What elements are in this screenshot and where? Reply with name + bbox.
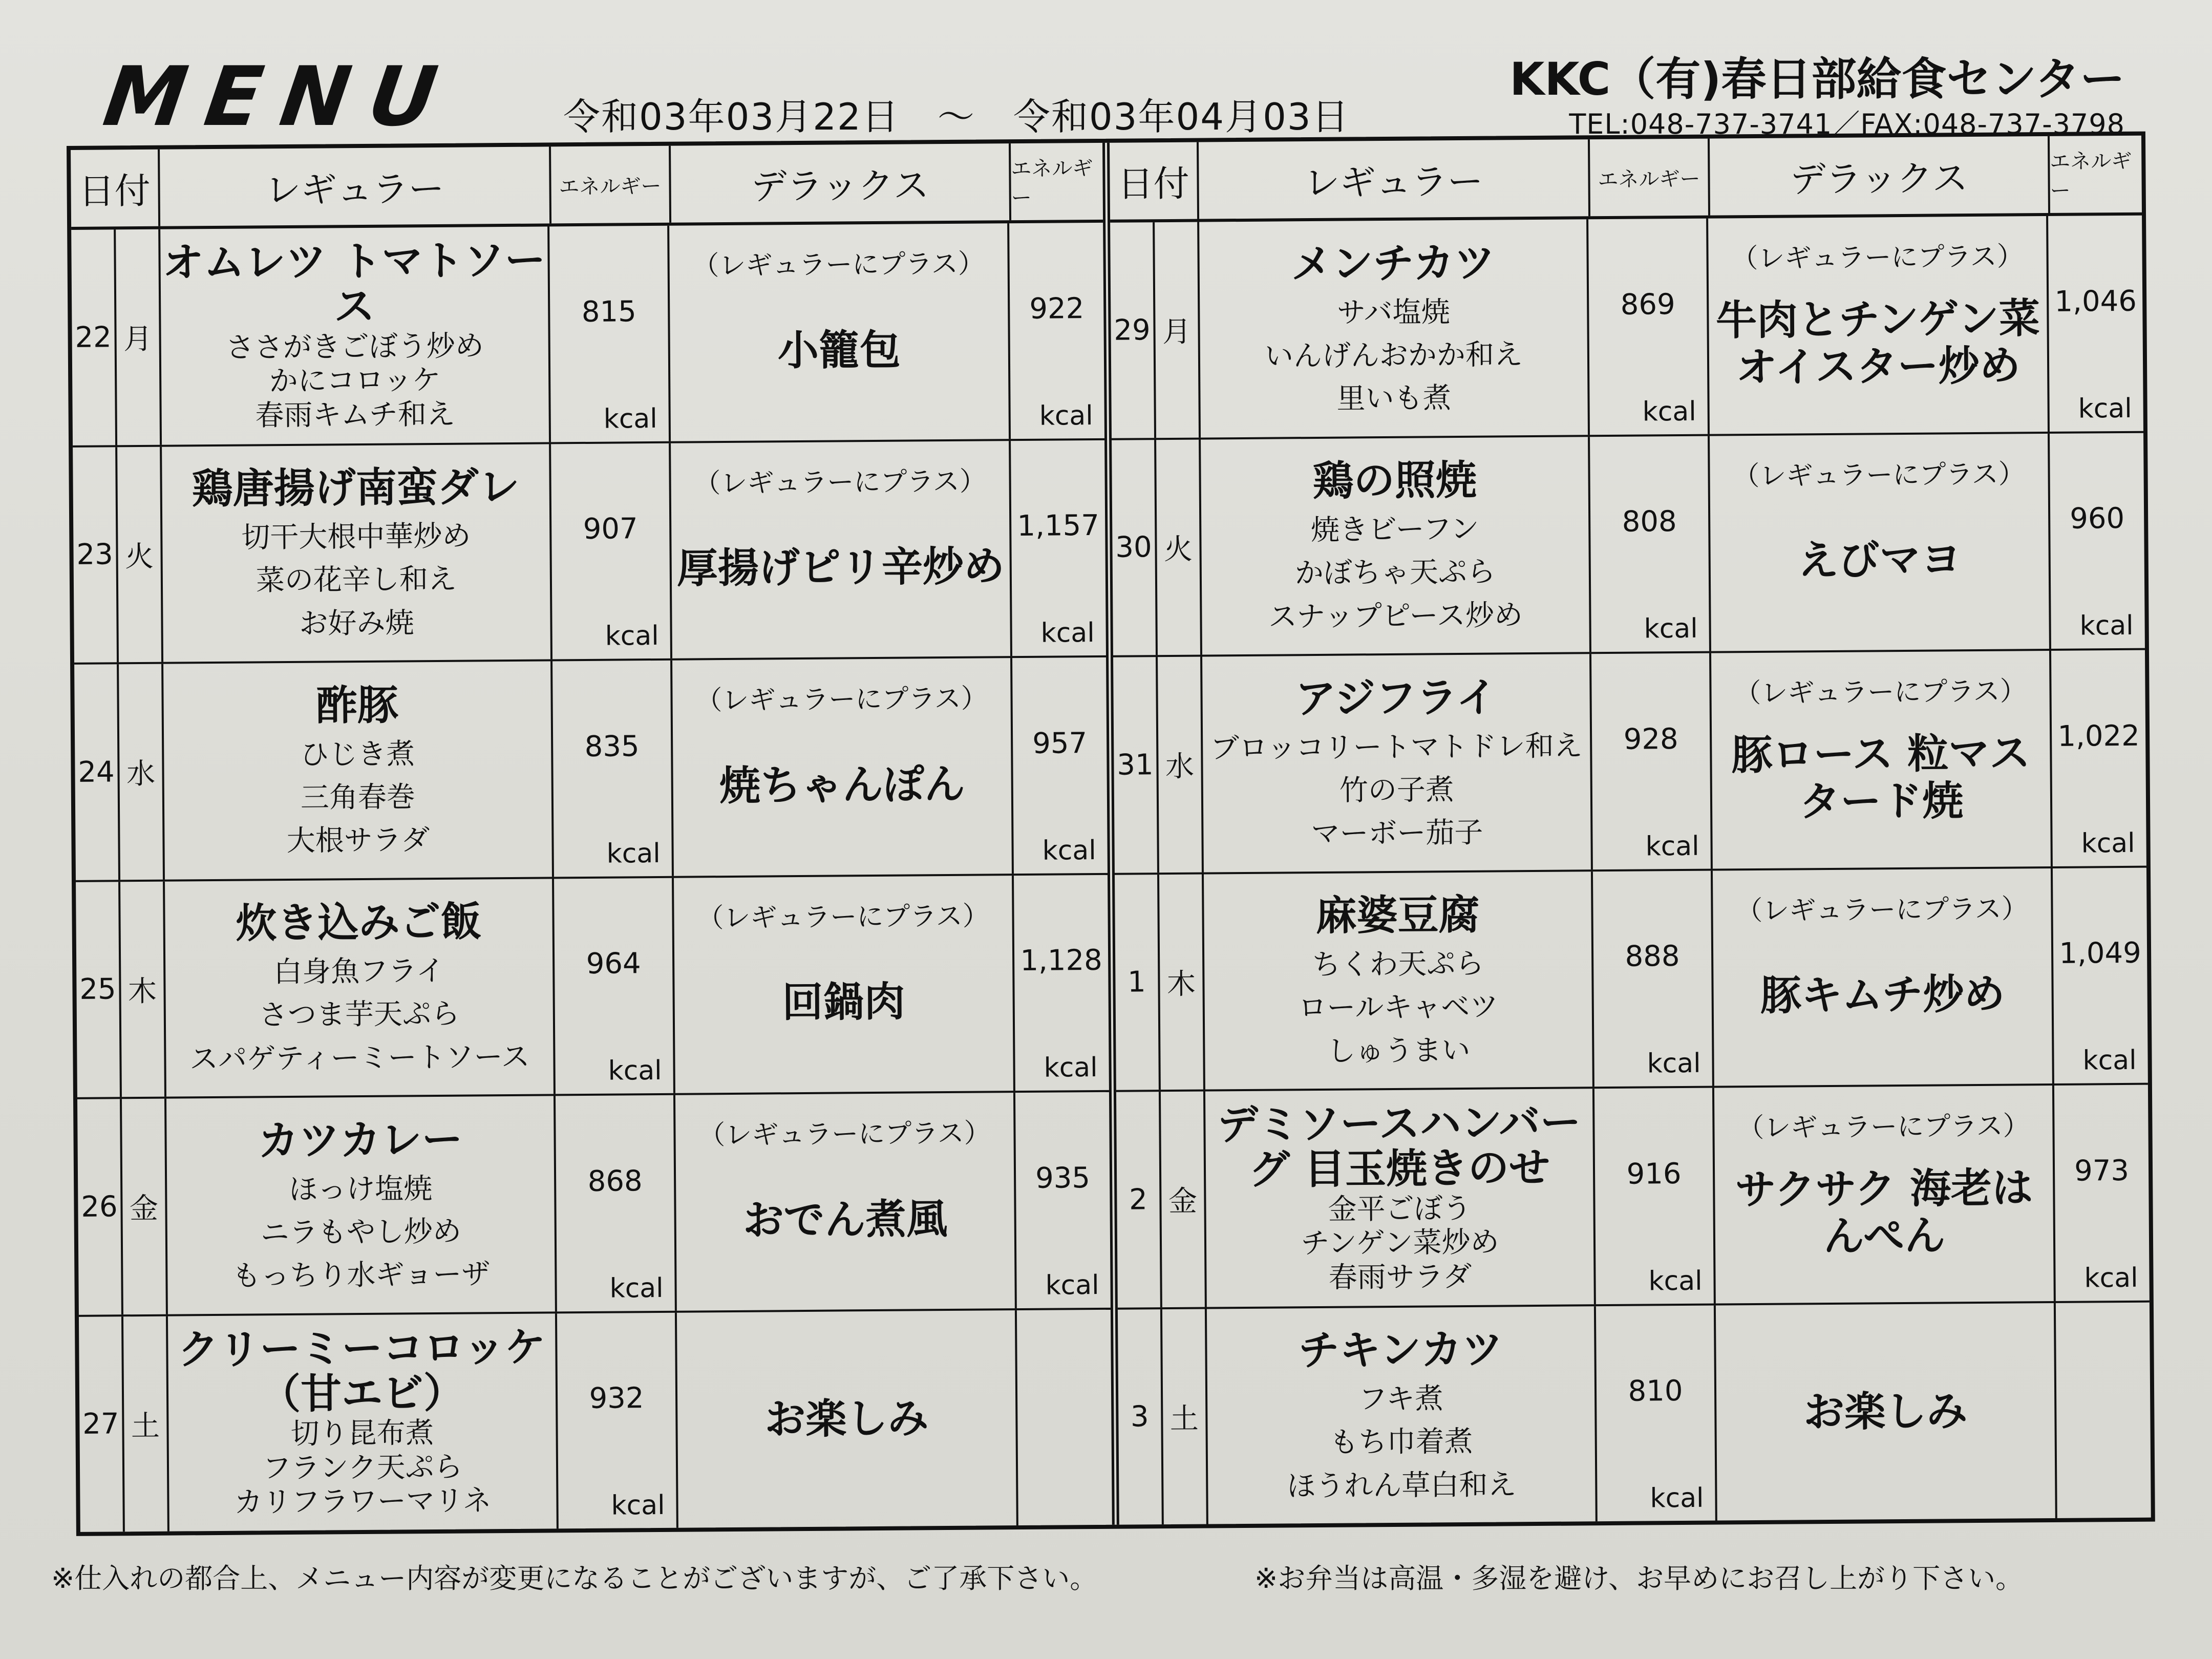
regular-cell [168, 1313, 559, 1532]
date-cell [76, 881, 166, 1097]
kcal-unit: kcal [1042, 835, 1096, 866]
side-dish: スパゲティーミートソース [189, 1040, 530, 1076]
side-dish: カリフラワーマリネ [233, 1484, 492, 1520]
kcal-unit: kcal [2079, 610, 2134, 642]
deluxe-dish: 豚ロース 粒マスタード焼 [1731, 729, 2031, 826]
side-dish: ほうれん草白和え [1287, 1468, 1517, 1503]
deluxe-dish: えびマヨ [1797, 536, 1962, 585]
kcal-unit: kcal [1040, 618, 1095, 649]
day-number: 26 [77, 1099, 123, 1314]
side-dish: かにコロッケ [269, 364, 441, 398]
deluxe-energy-cell [2053, 867, 2148, 1083]
deluxe-cell [675, 1093, 1017, 1310]
regular-energy-cell [1590, 436, 1711, 652]
side-dish: サバ塩焼 [1336, 295, 1450, 330]
regular-cell [1204, 871, 1594, 1090]
main-dish: デミソースハンバーグ 目玉焼きのせ [1217, 1098, 1581, 1194]
kcal-unit: kcal [1045, 1269, 1099, 1301]
deluxe-energy-cell [1014, 875, 1109, 1091]
day-row [1113, 650, 2146, 875]
side-dish: もっちり水ギョーザ [232, 1258, 491, 1293]
side-dish: かぼちゃ天ぷら [1294, 556, 1496, 590]
company-name: KKC（有)春日部給食センター [1509, 53, 2125, 105]
side-dish: しゅうまい [1327, 1033, 1471, 1068]
side-dish: マーボー茄子 [1311, 816, 1483, 851]
deluxe-kcal-value: 935 [1035, 1161, 1091, 1195]
side-dish: ほっけ塩焼 [289, 1172, 433, 1206]
side-dish: さつま芋天ぷら [259, 997, 460, 1032]
header-date: 日付 [1110, 142, 1199, 220]
deluxe-kcal-value: 1,128 [1020, 943, 1103, 978]
header-regular: レギュラー [160, 146, 551, 226]
regular-cell [162, 444, 552, 662]
deluxe-kcal-value: 1,022 [2057, 719, 2140, 753]
regular-kcal-value: 928 [1623, 722, 1678, 756]
side-dish: 春雨サラダ [1328, 1260, 1472, 1294]
date-cell [1118, 1309, 1208, 1525]
date-cell [1112, 439, 1202, 655]
note-storage: ※お弁当は高温・多湿を避け、お早めにお召し上がり下さい。 [1254, 1562, 2024, 1594]
weekday: 水 [1165, 750, 1195, 784]
deluxe-dish: 豚キムチ炒め [1760, 970, 2005, 1020]
day-row [1112, 433, 2145, 657]
deluxe-dish: 厚揚げピリ辛炒め [676, 542, 1005, 592]
header-energy: エネルギー [1590, 139, 1710, 217]
day-number: 25 [76, 882, 122, 1097]
week-1 [71, 143, 1119, 1532]
day-number: 30 [1112, 440, 1158, 655]
day-number: 24 [74, 664, 120, 880]
day-row [1116, 1085, 2150, 1310]
main-dish: 鶏の照焼 [1312, 456, 1477, 505]
menu-logo: MENU [98, 49, 462, 144]
regular-energy-cell [1594, 1088, 1716, 1304]
weekday: 木 [127, 974, 157, 1008]
deluxe-cell [671, 441, 1012, 658]
weekday: 土 [1169, 1402, 1199, 1436]
day-row [77, 1092, 1111, 1317]
header-deluxe-energy: エネルギー [1011, 157, 1093, 210]
main-dish: オムレツ トマトソース [162, 236, 546, 331]
regular-kcal-value: 888 [1625, 940, 1680, 973]
side-dish: フキ煮 [1358, 1382, 1444, 1416]
main-dish: チキンカツ [1298, 1325, 1503, 1375]
week-2 [1110, 136, 2151, 1525]
deluxe-kcal-value: 1,157 [1017, 508, 1100, 543]
deluxe-plus-note: （レギュラーにプラス） [692, 248, 985, 282]
deluxe-dish: 牛肉とチンゲン菜 オイスター炒め [1715, 294, 2040, 391]
main-dish: メンチカツ [1291, 239, 1496, 288]
regular-kcal-value: 808 [1622, 505, 1677, 539]
deluxe-cell [669, 223, 1011, 441]
kcal-unit: kcal [611, 1490, 665, 1521]
side-dish: フランク天ぷら [262, 1450, 463, 1485]
regular-cell [163, 661, 554, 879]
regular-kcal-value: 835 [584, 729, 640, 763]
side-dish: ブロッコリートマトドレ和え [1210, 729, 1583, 765]
deluxe-dish: 小籠包 [777, 326, 901, 375]
weekday: 金 [129, 1192, 159, 1226]
regular-cell [1202, 654, 1593, 872]
weekday: 月 [1162, 315, 1192, 349]
date-cell [71, 229, 162, 445]
date-cell [73, 446, 163, 663]
note-supply: ※仕入れの都合上、メニュー内容が変更になることがございますが、ご了承下さい。 [51, 1562, 1098, 1594]
deluxe-kcal-value: 957 [1032, 726, 1088, 760]
deluxe-dish: 回鍋肉 [782, 977, 906, 1027]
deluxe-energy-cell [1011, 440, 1106, 656]
regular-energy-cell [552, 661, 674, 877]
kcal-unit: kcal [1644, 613, 1698, 645]
deluxe-cell [1711, 651, 2053, 868]
deluxe-kcal-value: 1,049 [2059, 936, 2141, 970]
day-number: 27 [79, 1316, 125, 1532]
deluxe-plus-note: （レギュラーにプラス） [695, 683, 988, 716]
side-dish: 焼きビーフン [1310, 512, 1479, 547]
deluxe-cell [677, 1310, 1018, 1528]
regular-kcal-value: 868 [587, 1164, 643, 1198]
kcal-unit: kcal [1645, 831, 1699, 862]
day-number: 1 [1115, 875, 1161, 1090]
regular-cell [1207, 1306, 1598, 1524]
side-dish: もち巾着煮 [1329, 1425, 1473, 1460]
regular-kcal-value: 815 [581, 294, 636, 329]
deluxe-kcal-value: 960 [2069, 502, 2125, 536]
deluxe-plus-note: （レギュラーにプラス） [1734, 676, 2027, 709]
deluxe-energy-cell [2054, 1085, 2150, 1301]
weekday: 金 [1168, 1184, 1198, 1219]
kcal-unit: kcal [2081, 827, 2135, 859]
weekday: 土 [131, 1409, 160, 1443]
kcal-unit: kcal [1650, 1482, 1704, 1514]
regular-kcal-value: 964 [586, 947, 641, 981]
day-number: 2 [1116, 1092, 1162, 1307]
date-cell [1110, 222, 1201, 438]
weekday: 月 [123, 323, 153, 356]
regular-energy-cell [554, 878, 675, 1094]
side-dish: 菜の花辛し和え [256, 563, 457, 598]
main-dish: 鶏唐揚げ南蛮ダレ [192, 463, 520, 513]
deluxe-kcal-value: 973 [2074, 1154, 2130, 1188]
deluxe-dish: 焼ちゃんぽん [719, 760, 966, 810]
deluxe-energy-cell [2048, 216, 2143, 432]
table-header [1110, 136, 2142, 223]
deluxe-energy-cell [2051, 650, 2146, 866]
kcal-unit: kcal [603, 403, 657, 435]
regular-energy-cell [1588, 219, 1710, 435]
day-row [1110, 216, 2143, 440]
side-dish: いんげんおかか和え [1264, 338, 1523, 373]
table-header [71, 143, 1103, 230]
kcal-unit: kcal [609, 1272, 664, 1304]
menu-table [67, 132, 2155, 1536]
kcal-unit: kcal [1039, 400, 1093, 432]
day-row [1115, 867, 2148, 1092]
side-dish: 里いも煮 [1336, 381, 1452, 416]
day-number: 23 [73, 447, 119, 663]
deluxe-plus-note: （レギュラーにプラス） [1733, 458, 2025, 492]
header-deluxe: デラックス [1710, 136, 2050, 216]
side-dish: 竹の子煮 [1339, 773, 1455, 807]
regular-kcal-value: 869 [1620, 287, 1675, 322]
deluxe-energy-cell [2056, 1302, 2151, 1518]
main-dish: 麻婆豆腐 [1315, 891, 1480, 940]
weekday: 火 [1163, 533, 1193, 566]
header-regular: レギュラー [1199, 139, 1590, 219]
date-cell [79, 1316, 169, 1532]
regular-cell [165, 879, 556, 1097]
side-dish: ちくわ天ぷら [1312, 947, 1484, 982]
deluxe-energy-cell [1012, 657, 1108, 874]
regular-kcal-value: 810 [1628, 1374, 1683, 1408]
deluxe-plus-note: （レギュラーにプラス） [1737, 1111, 2030, 1144]
regular-energy-cell [1593, 870, 1714, 1087]
regular-energy-cell [551, 443, 672, 659]
deluxe-plus-note: （レギュラーにプラス） [698, 1118, 991, 1151]
regular-kcal-value: 907 [583, 512, 638, 546]
deluxe-cell [672, 658, 1014, 876]
deluxe-plus-note: （レギュラーにプラス） [694, 465, 987, 499]
company-contact: TEL:048-737-3741／FAX:048-737-3798 [1569, 108, 2125, 140]
weekday: 水 [126, 757, 156, 791]
kcal-unit: kcal [1647, 1048, 1701, 1079]
deluxe-dish: サクサク 海老はんぺん [1735, 1163, 2033, 1260]
kcal-unit: kcal [2078, 393, 2132, 424]
main-dish: 酢豚 [316, 681, 398, 730]
regular-kcal-value: 916 [1626, 1157, 1682, 1191]
day-row [73, 440, 1106, 665]
day-number: 29 [1110, 222, 1156, 438]
regular-kcal-value: 932 [589, 1381, 644, 1415]
main-dish: アジフライ [1295, 673, 1498, 723]
kcal-unit: kcal [608, 1055, 662, 1087]
day-number: 3 [1118, 1309, 1164, 1525]
deluxe-cell [1714, 1086, 2056, 1303]
day-row [71, 223, 1104, 448]
deluxe-plus-note: （レギュラーにプラス） [697, 900, 989, 933]
main-dish: クリーミーコロッケ（甘エビ） [177, 1323, 546, 1418]
kcal-unit: kcal [1044, 1052, 1098, 1083]
day-number: 31 [1113, 657, 1159, 873]
kcal-unit: kcal [2082, 1045, 2137, 1076]
deluxe-cell [1708, 216, 2050, 434]
side-dish: お好み焼 [299, 606, 414, 641]
side-dish: 春雨キムチ和え [255, 397, 456, 433]
day-row [1118, 1302, 2151, 1525]
weekday: 木 [1166, 967, 1196, 1001]
regular-cell [1205, 1089, 1596, 1307]
side-dish: ニラもやし炒め [260, 1215, 462, 1250]
kcal-unit: kcal [2084, 1262, 2138, 1294]
side-dish: 白身魚フライ [273, 954, 445, 989]
kcal-unit: kcal [605, 620, 659, 652]
regular-cell [1201, 437, 1591, 655]
regular-energy-cell [556, 1095, 677, 1311]
deluxe-dish: お楽しみ [764, 1394, 929, 1443]
date-cell [1116, 1092, 1207, 1308]
date-cell [77, 1099, 168, 1315]
kcal-unit: kcal [1642, 396, 1696, 428]
deluxe-energy-cell [1009, 223, 1104, 439]
side-dish: 切干大根中華炒め [241, 519, 471, 555]
date-cell [1113, 657, 1204, 873]
side-dish: 切り昆布煮 [290, 1416, 434, 1451]
date-cell [74, 664, 165, 880]
header-deluxe-energy: エネルギー [2050, 149, 2132, 203]
regular-energy-cell [1591, 653, 1713, 869]
date-cell [1115, 874, 1205, 1090]
side-dish: ロールキャベツ [1298, 990, 1499, 1025]
regular-energy-cell [549, 226, 671, 442]
weekday: 火 [124, 540, 154, 573]
deluxe-energy-cell [2050, 433, 2145, 649]
regular-energy-cell [557, 1312, 678, 1528]
side-dish: ささがきごぼう炒め [225, 329, 484, 365]
deluxe-dish: おでん煮風 [742, 1195, 948, 1244]
deluxe-cell [674, 876, 1015, 1093]
main-dish: カツカレー [258, 1115, 463, 1165]
deluxe-energy-cell [1015, 1092, 1111, 1308]
deluxe-cell [1710, 433, 2051, 651]
deluxe-cell [1716, 1303, 2057, 1520]
header-deluxe: デラックス [671, 143, 1011, 223]
deluxe-plus-note: （レギュラーにプラス） [1736, 893, 2028, 926]
regular-cell [160, 226, 551, 444]
deluxe-plus-note: （レギュラーにプラス） [1731, 241, 2024, 274]
day-row [79, 1309, 1112, 1532]
menu-period: 令和03年03月22日 ～ 令和03年04月03日 [563, 95, 1350, 138]
day-number: 22 [71, 229, 117, 445]
regular-cell [1199, 219, 1590, 437]
kcal-unit: kcal [1648, 1265, 1703, 1296]
kcal-unit: kcal [606, 838, 661, 869]
side-dish: ひじき煮 [300, 737, 415, 772]
header-energy: エネルギー [551, 146, 671, 224]
deluxe-energy-cell [1017, 1309, 1112, 1525]
deluxe-cell [1713, 868, 2054, 1086]
main-dish: 炊き込みご飯 [236, 898, 482, 948]
regular-cell [166, 1096, 557, 1314]
header-date: 日付 [71, 150, 160, 227]
deluxe-kcal-value: 922 [1029, 291, 1084, 326]
deluxe-dish: お楽しみ [1803, 1387, 1968, 1436]
side-dish: 三角春巻 [300, 780, 416, 815]
side-dish: スナップピース炒め [1268, 598, 1523, 634]
side-dish: チンゲン菜炒め [1301, 1225, 1499, 1261]
regular-energy-cell [1596, 1305, 1717, 1521]
day-row [76, 875, 1109, 1099]
day-row [74, 657, 1108, 882]
deluxe-kcal-value: 1,046 [2054, 284, 2137, 318]
side-dish: 金平ごぼう [1328, 1192, 1472, 1226]
side-dish: 大根サラダ [286, 823, 430, 858]
